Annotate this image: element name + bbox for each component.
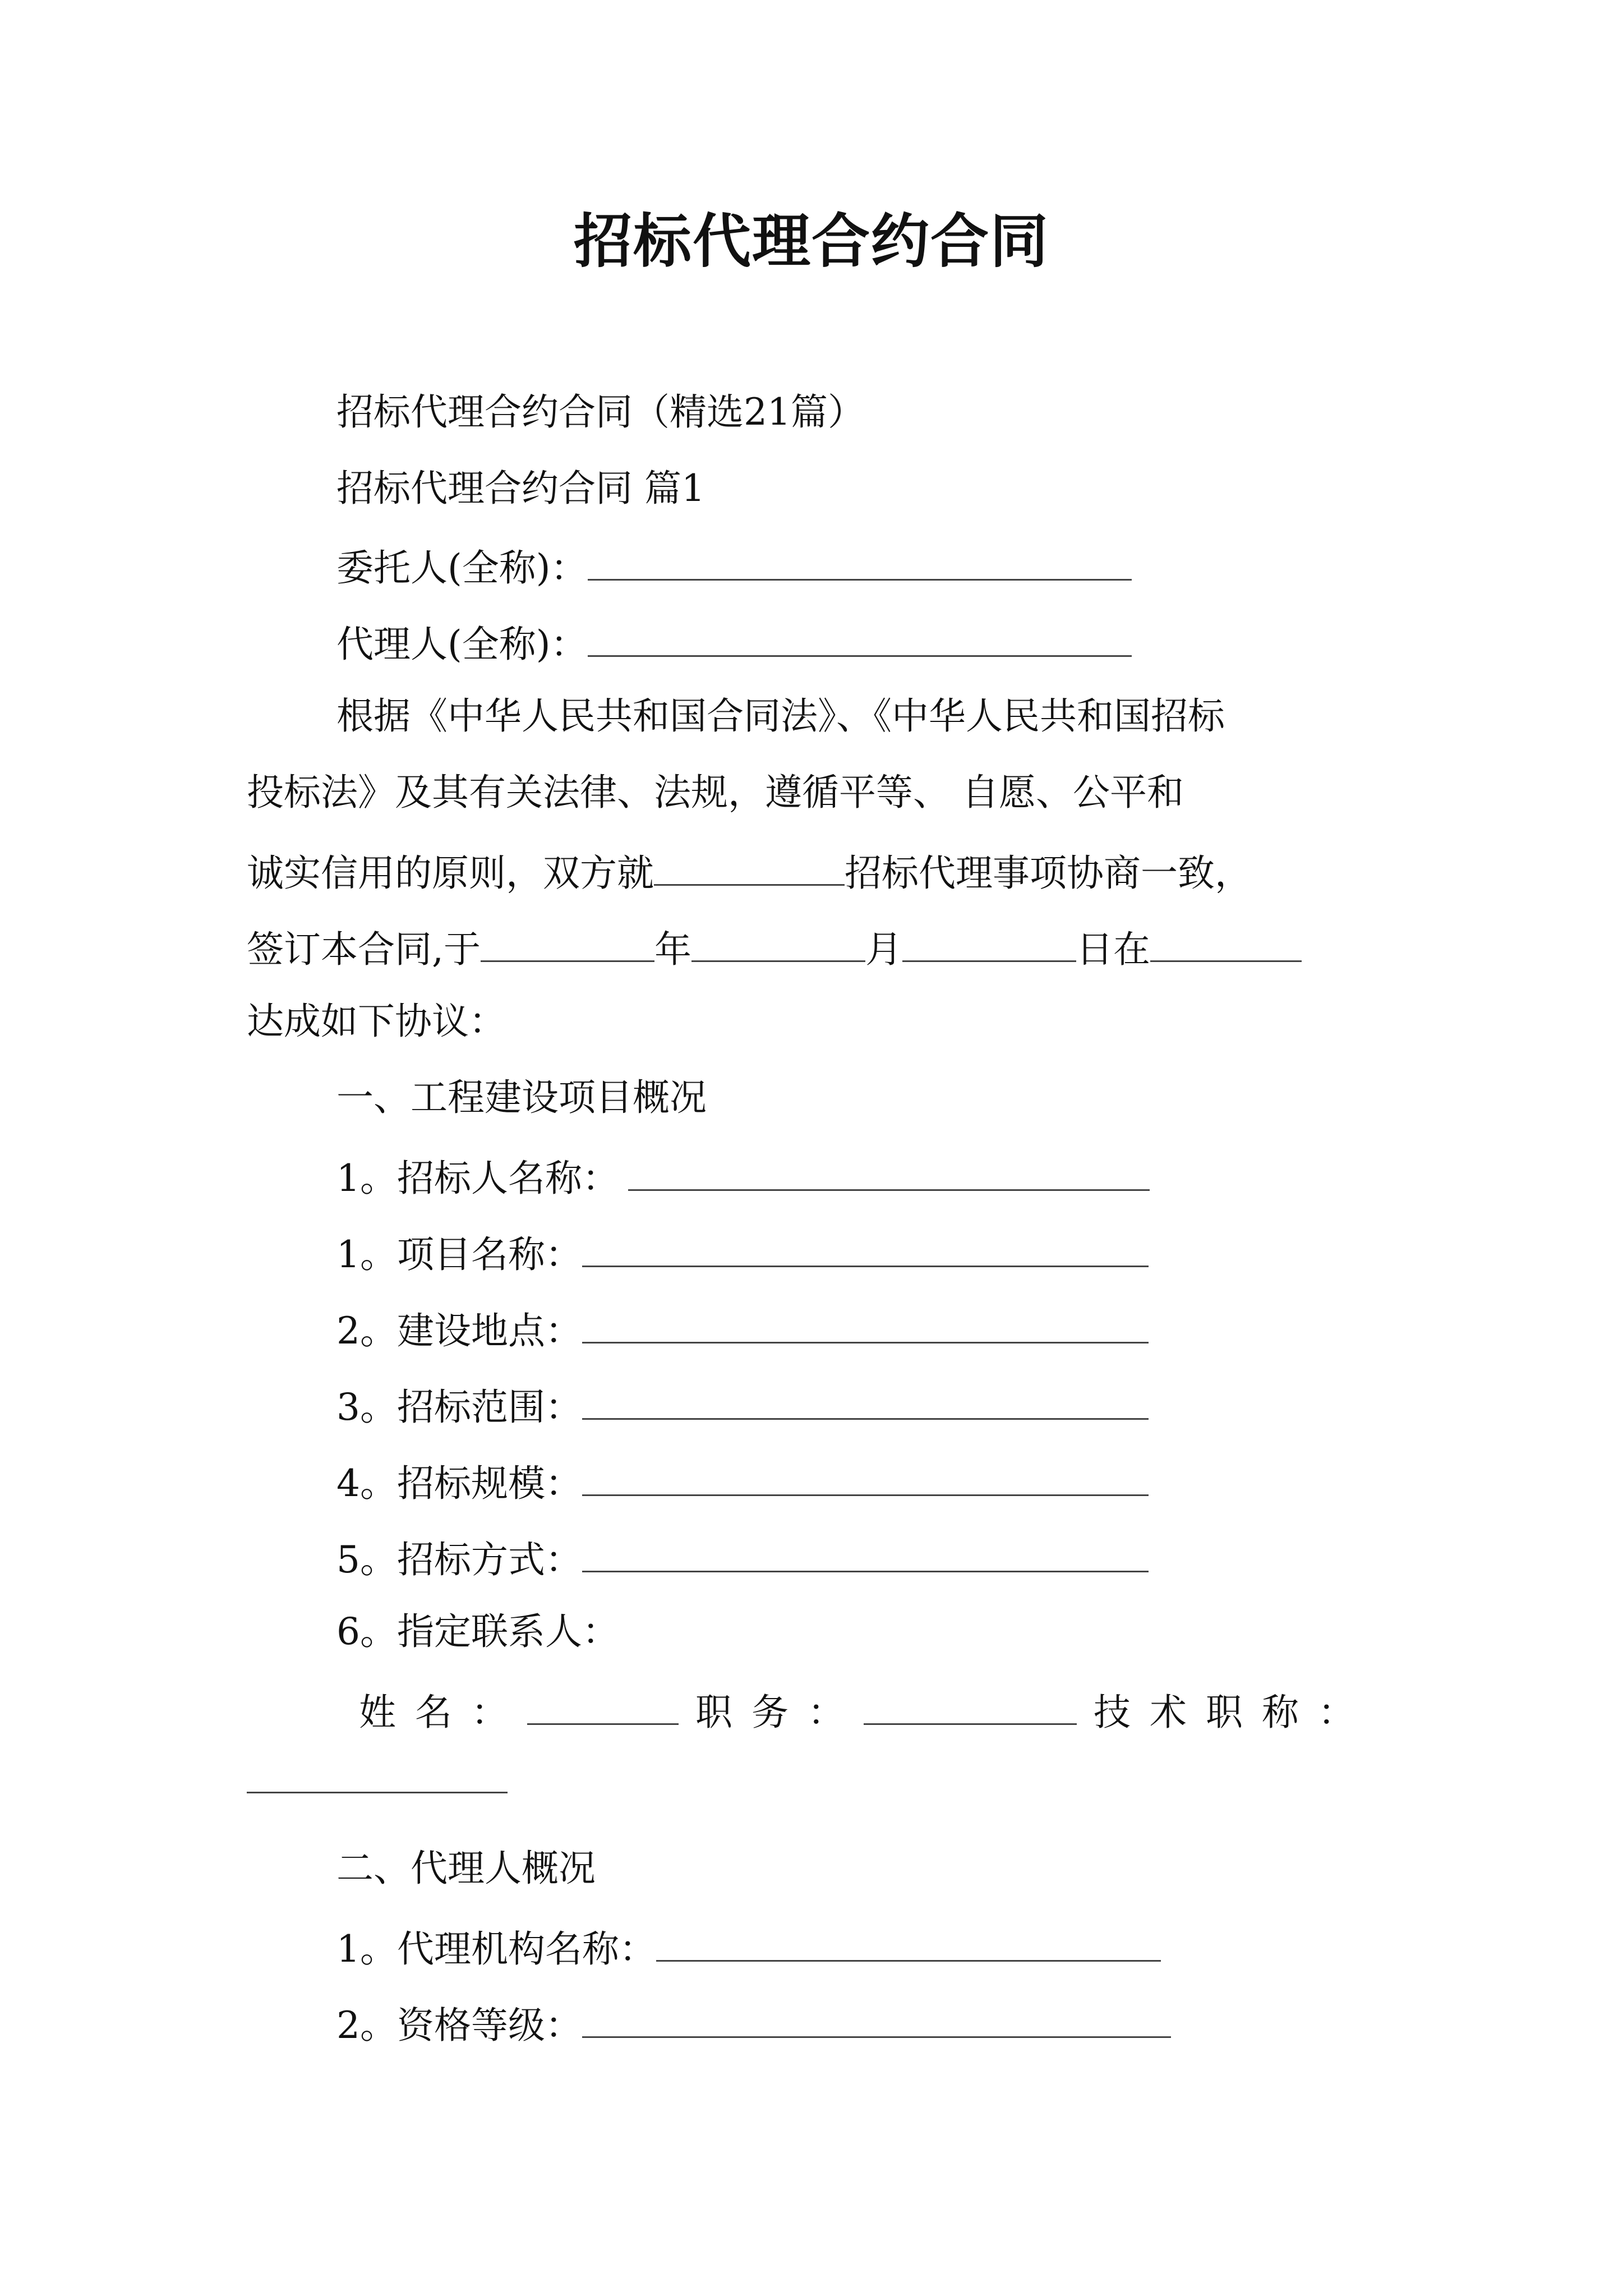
document-title: 招标代理合约合同 [573,207,1049,275]
agent-field [336,615,1132,670]
principal-blank[interactable] [588,539,1132,581]
part2-item-agency [336,1920,1161,1975]
part1-item-scope [336,1378,1149,1433]
part1-item-scale [336,1454,1149,1509]
part2-item-label: 2。资格等级： [336,2004,582,2047]
tender-method-blank[interactable] [582,1530,1149,1572]
document-subtitle: 招标代理合约合同（精选21篇） [336,390,865,434]
contact-tech-title-label: 技术职称： [1094,1691,1374,1734]
preamble-line-1: 根据《中华人民共和国合同法》、《中华人民共和国招标 [336,694,1225,738]
preamble-line-4 [247,920,1302,975]
contact-position-blank[interactable] [864,1683,1077,1725]
project-name-blank[interactable] [582,1225,1149,1267]
part2-item-label: 1。代理机构名称： [336,1927,656,1971]
contact-fields [359,1683,1374,1738]
day-location-label: 日在 [1076,928,1150,971]
tender-scale-blank[interactable] [582,1454,1149,1496]
part2-item-qualification [336,1996,1171,2051]
principal-field [336,539,1132,593]
month-blank[interactable] [691,920,865,962]
contact-position-label: 职务： [695,1691,864,1734]
tender-scope-blank[interactable] [582,1378,1149,1420]
preamble-line-2: 投标法》及其有关法律、法规，遵循平等、 自愿、公平和 [247,771,1184,814]
month-label: 月 [865,928,902,971]
part1-item-label: 3。招标范围： [336,1386,582,1429]
principal-label: 委托人(全称)： [336,546,588,590]
contact-tech-title-blank[interactable] [247,1758,508,1793]
preamble-line-3-start: 诚实信用的原则，双方就 [247,852,654,895]
contact-tech-title-field [247,1756,508,1806]
agent-blank[interactable] [588,615,1132,657]
part1-item-label: 2。建设地点： [336,1309,582,1352]
part1-heading: 一、工程建设项目概况 [336,1076,707,1119]
preamble-line-3-end: 招标代理事项协商一致， [845,852,1252,895]
year-label: 年 [654,928,691,971]
part1-item-tenderer [336,1149,1150,1204]
location-blank[interactable] [1150,920,1302,962]
contact-name-label: 姓名： [359,1691,527,1734]
contact-name-blank[interactable] [527,1683,679,1725]
part1-item-location [336,1301,1149,1356]
part1-item-label: 1。招标人名称： [336,1157,619,1200]
year-blank[interactable] [481,920,654,962]
preamble-line-3 [247,844,1252,899]
tenderer-name-blank[interactable] [628,1149,1150,1191]
part1-item-label: 4。招标规模： [336,1462,582,1505]
part1-item-label: 1。项目名称： [336,1233,582,1276]
part1-item-method [336,1530,1149,1585]
qualification-level-blank[interactable] [582,1996,1171,2038]
day-blank[interactable] [902,920,1076,962]
project-matter-blank[interactable] [654,844,845,886]
section-heading: 招标代理合约合同 篇1 [336,467,705,510]
part1-item-label: 5。招标方式： [336,1538,582,1581]
part2-heading: 二、代理人概况 [336,1847,596,1890]
agency-name-blank[interactable] [656,1920,1161,1962]
site-location-blank[interactable] [582,1301,1149,1343]
agent-label: 代理人(全称)： [336,623,588,666]
preamble-line-4-start: 签订本合同,于 [247,928,481,971]
preamble-line-5: 达成如下协议： [247,1000,506,1043]
part1-item-project [336,1225,1149,1280]
part1-item-contact: 6。指定联系人： [336,1610,619,1653]
